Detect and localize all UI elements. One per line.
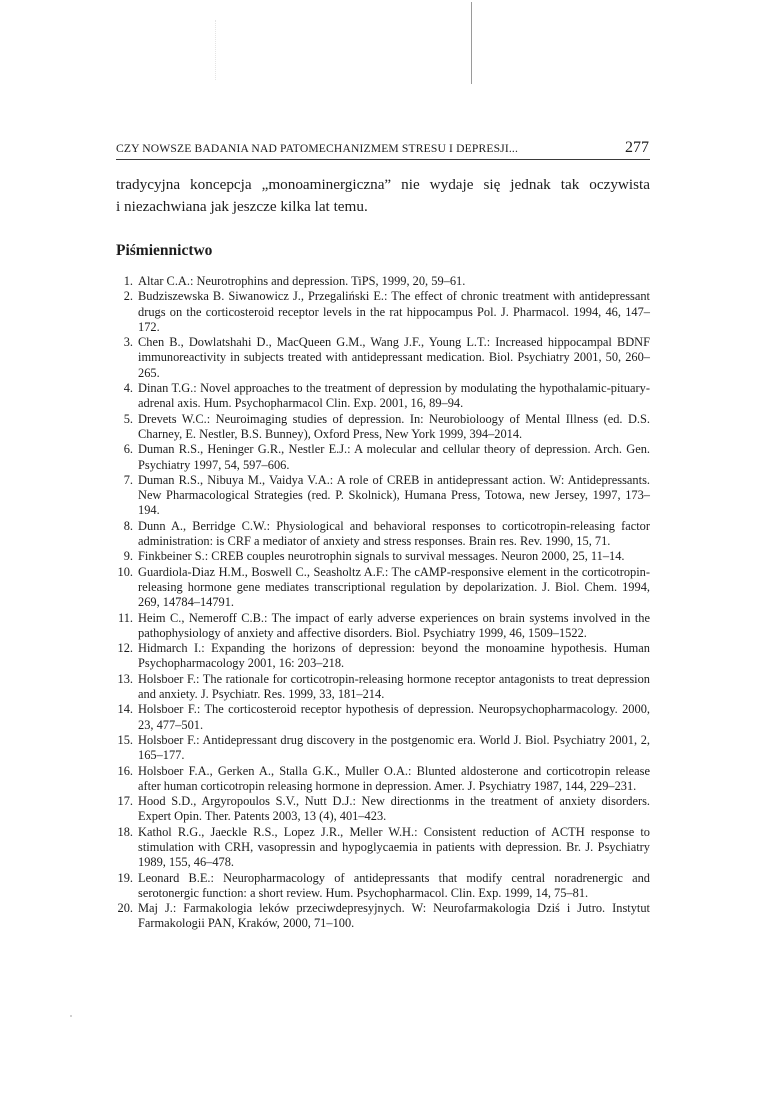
reference-number: 11. — [117, 610, 133, 625]
reference-text: Heim C., Nemeroff C.B.: The impact of early adverse experiences on brain systems involved in the pathophysiology of anxiety and affective disorders. Biol. Psychiatry 1999, 46, 1509–1522. — [138, 610, 650, 640]
reference-item — [116, 794, 650, 825]
reference-number: 16. — [117, 763, 133, 778]
reference-number: 8. — [123, 518, 133, 533]
reference-item — [116, 289, 650, 335]
reference-item — [116, 871, 650, 902]
reference-text: Kathol R.G., Jaeckle R.S., Lopez J.R., Meller W.H.: Consistent reduction of ACTH response to stimulation with CRH, vasopressin and hypoglycaemia in patients with depression. Br. J. Psychiatry 1989, 155, 46–478. — [138, 824, 650, 870]
reference-number: 10. — [117, 564, 133, 579]
reference-number: 2. — [123, 289, 133, 304]
reference-text: Drevets W.C.: Neuroimaging studies of depression. In: Neurobioloogy of Mental Illness (ed. D.S. Charney, E. Nestler, B.S. Bunney), Oxford Press, New York 1999, 394–2014. — [138, 411, 650, 441]
reference-number: 5. — [123, 411, 133, 426]
reference-text: Chen B., Dowlatshahi D., MacQueen G.M., Wang J.F., Young L.T.: Increased hippocampal BDNF immunoreactivity in subjects treated with antidepressant medication. Biol. Psychiatry 2001, 50, 260–265. — [138, 335, 650, 380]
reference-item — [116, 473, 650, 519]
reference-item — [116, 565, 650, 611]
reference-text: Altar C.A.: Neurotrophins and depression. TiPS, 1999, 20, 59–61. — [138, 274, 466, 288]
reference-number: 9. — [123, 549, 133, 564]
section-heading: Piśmiennictwo — [116, 242, 213, 259]
scan-margin-line — [471, 2, 472, 84]
reference-item — [116, 733, 650, 764]
scan-artifact — [215, 20, 217, 80]
reference-text: Holsboer F.A., Gerken A., Stalla G.K., Muller O.A.: Blunted aldosterone and corticotropin release after human corticotropin releasing hormone in depression. Amer. J. Psychiatry 1987, 144, 229–231. — [138, 763, 650, 793]
reference-text: Maj J.: Farmakologia leków przeciwdepresyjnych. W: Neurofarmakologia Dziś i Jutro. Instytut Farmakologii PAN, Kraków, 2000, 71–100. — [138, 901, 650, 931]
reference-item — [116, 549, 650, 564]
reference-item — [116, 901, 650, 932]
reference-number: 1. — [123, 274, 133, 288]
reference-text: Duman R.S., Heninger G.R., Nestler E.J.: A molecular and cellular theory of depression. Arch. Gen. Psychiatry 1997, 54, 597–606. — [138, 442, 650, 472]
reference-text: Dunn A., Berridge C.W.: Physiological and behavioral responses to corticotropin-releasing factor administration: is CRF a mediator of anxiety and stress responses. Brain res. Rev. 1990, 15, 71. — [138, 518, 650, 549]
reference-list — [116, 274, 650, 932]
reference-text: Hood S.D., Argyropoulos S.V., Nutt D.J.: New directionms in the treatment of anxiety disorders. Expert Opin. Ther. Patents 2003, 13 (4), 401–423. — [138, 794, 650, 824]
intro-line: tradycyjna koncepcja „monoaminergiczna” nie wydaje się jednak tak oczywista — [116, 176, 650, 193]
reference-number: 15. — [117, 732, 133, 747]
reference-item — [116, 442, 650, 473]
reference-item — [116, 412, 650, 443]
reference-number: 13. — [117, 671, 133, 686]
reference-item — [116, 702, 650, 733]
reference-number: 6. — [123, 442, 133, 457]
reference-text: Guardiola-Diaz H.M., Boswell C., Seasholtz A.F.: The cAMP-responsive element in the corticotropin-releasing hormone gene mediates transcriptional regulation by depolarization. J. Biol. Chem. 1994, 269, 14784–14791. — [138, 564, 650, 610]
reference-item — [116, 764, 650, 795]
page-header — [116, 133, 650, 160]
reference-item — [116, 641, 650, 672]
reference-item — [116, 381, 650, 412]
reference-number: 18. — [117, 824, 133, 839]
reference-number: 4. — [123, 381, 133, 396]
reference-number: 7. — [123, 472, 133, 487]
reference-number: 14. — [117, 702, 133, 717]
reference-text: Duman R.S., Nibuya M., Vaidya V.A.: A role of CREB in antidepressant action. W: Antidepressants. New Pharmacological Strategies (red. P. Skolnick), Humana Press, Totowa, new Jersey, 1997, 173–194. — [138, 472, 650, 518]
reference-number: 17. — [117, 794, 133, 809]
reference-item — [116, 519, 650, 550]
page-number: 277 — [625, 139, 649, 156]
scan-speck — [70, 1015, 72, 1017]
reference-text: Hidmarch I.: Expanding the horizons of depression: beyond the monoamine hypothesis. Human Psychopharmacology 2001, 16: 203–218. — [138, 641, 650, 671]
reference-item — [116, 611, 650, 642]
reference-item — [116, 672, 650, 703]
reference-text: Budziszewska B. Siwanowicz J., Przegaliński E.: The effect of chronic treatment with antidepressant drugs on the corticosteroid receptor levels in the rat hippocampus Pol. J. Pharmacol. 1994, 46, 147–172. — [138, 289, 650, 334]
reference-item — [116, 825, 650, 871]
reference-number: 3. — [123, 335, 133, 350]
reference-number: 12. — [117, 641, 133, 656]
reference-text: Holsboer F.: Antidepressant drug discovery in the postgenomic era. World J. Biol. Psychiatry 2001, 2, 165–177. — [138, 732, 650, 763]
reference-text: Holsboer F.: The corticosteroid receptor hypothesis of depression. Neuropsychopharmacology. 2000, 23, 477–501. — [138, 702, 650, 732]
reference-text: Leonard B.E.: Neuropharmacology of antidepressants that modify central noradrenergic and serotonergic function: a short review. Hum. Psychopharmacol. Clin. Exp. 1999, 14, 75–81. — [138, 870, 650, 900]
reference-number: 20. — [117, 901, 133, 916]
running-title: CZY NOWSZE BADANIA NAD PATOMECHANIZMEM STRESU I DEPRESJI... — [116, 142, 518, 155]
reference-text: Dinan T.G.: Novel approaches to the treatment of depression by modulating the hypothalamic-pituary-adrenal axis. Hum. Psychopharmacol Clin. Exp. 2001, 16, 89–94. — [138, 381, 650, 411]
reference-text: Finkbeiner S.: CREB couples neurotrophin signals to survival messages. Neuron 2000, 25, 11–14. — [138, 549, 625, 564]
reference-item — [116, 274, 650, 289]
reference-text: Holsboer F.: The rationale for corticotropin-releasing hormone receptor antagonists to treat depression and anxiety. J. Psychiatr. Res. 1999, 33, 181–214. — [138, 671, 650, 702]
intro-paragraph — [116, 174, 650, 218]
reference-number: 19. — [117, 870, 133, 885]
intro-line: i niezachwiana jak jeszcze kilka lat temu. — [116, 198, 368, 215]
reference-item — [116, 335, 650, 381]
